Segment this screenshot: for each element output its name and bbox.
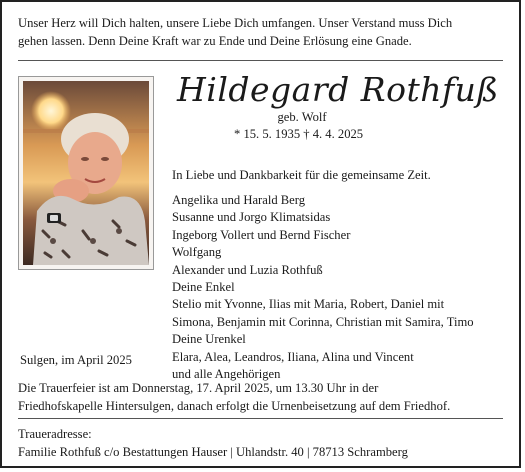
thanks-line: In Liebe und Dankbarkeit für die gemeinsame Zeit. [172, 168, 431, 182]
funeral-line: Friedhofskapelle Hintersulgen, danach erfolgt die Urnenbeisetzung auf dem Friedhof. [18, 398, 451, 413]
motto-line: Unser Herz will Dich halten, unsere Liebe Dich umfangen. Unser Verstand muss Dich [18, 16, 453, 30]
funeral-line: Die Trauerfeier ist am Donnerstag, 17. April 2025, um 13.30 Uhr in der [18, 381, 379, 395]
portrait-photo-frame [18, 76, 154, 270]
birth-name: geb. Wolf [277, 110, 327, 124]
divider-bottom [18, 418, 503, 419]
funeral-info [18, 380, 450, 415]
mourner-line: Alexander und Luzia Rothfuß [172, 262, 323, 277]
mourner-line: Ingeborg Vollert und Bernd Fischer [172, 227, 351, 242]
motto-line: gehen lassen. Denn Deine Kraft war zu Ende und Deine Erlösung eine Gnade. [18, 33, 412, 48]
mourner-line: Simona, Benjamin mit Corinna, Christian mit Samira, Timo [172, 314, 474, 329]
mourner-line: Stelio mit Yvonne, Ilias mit Maria, Robert, Daniel mit [172, 297, 445, 312]
place-date: Sulgen, im April 2025 [20, 353, 132, 367]
mourner-line: Susanne und Jorgo Klimatsidas [172, 210, 331, 225]
mourners-list [172, 192, 474, 383]
address-line: Familie Rothfuß c/o Bestattungen Hauser | Uhlandstr. 40 | 78713 Schramberg [18, 444, 408, 459]
mourner-line: Elara, Alea, Leandros, Iliana, Alina und Vincent [172, 349, 414, 364]
mourner-line: Deine Enkel [172, 279, 235, 294]
life-dates: * 15. 5. 1935 † 4. 4. 2025 [234, 127, 364, 141]
deceased-name: Hildegard Rothfuß [177, 70, 499, 109]
mourning-address [18, 426, 408, 461]
portrait-photo [23, 81, 149, 265]
divider-top [18, 60, 503, 61]
mourner-line: Angelika und Harald Berg [172, 193, 306, 207]
mourner-line: Deine Urenkel [172, 332, 246, 347]
mourner-line: Wolfgang [172, 245, 222, 260]
motto-text [18, 15, 452, 50]
mourner-line: und alle Angehörigen [172, 366, 281, 381]
address-label: Traueradresse: [18, 427, 92, 441]
